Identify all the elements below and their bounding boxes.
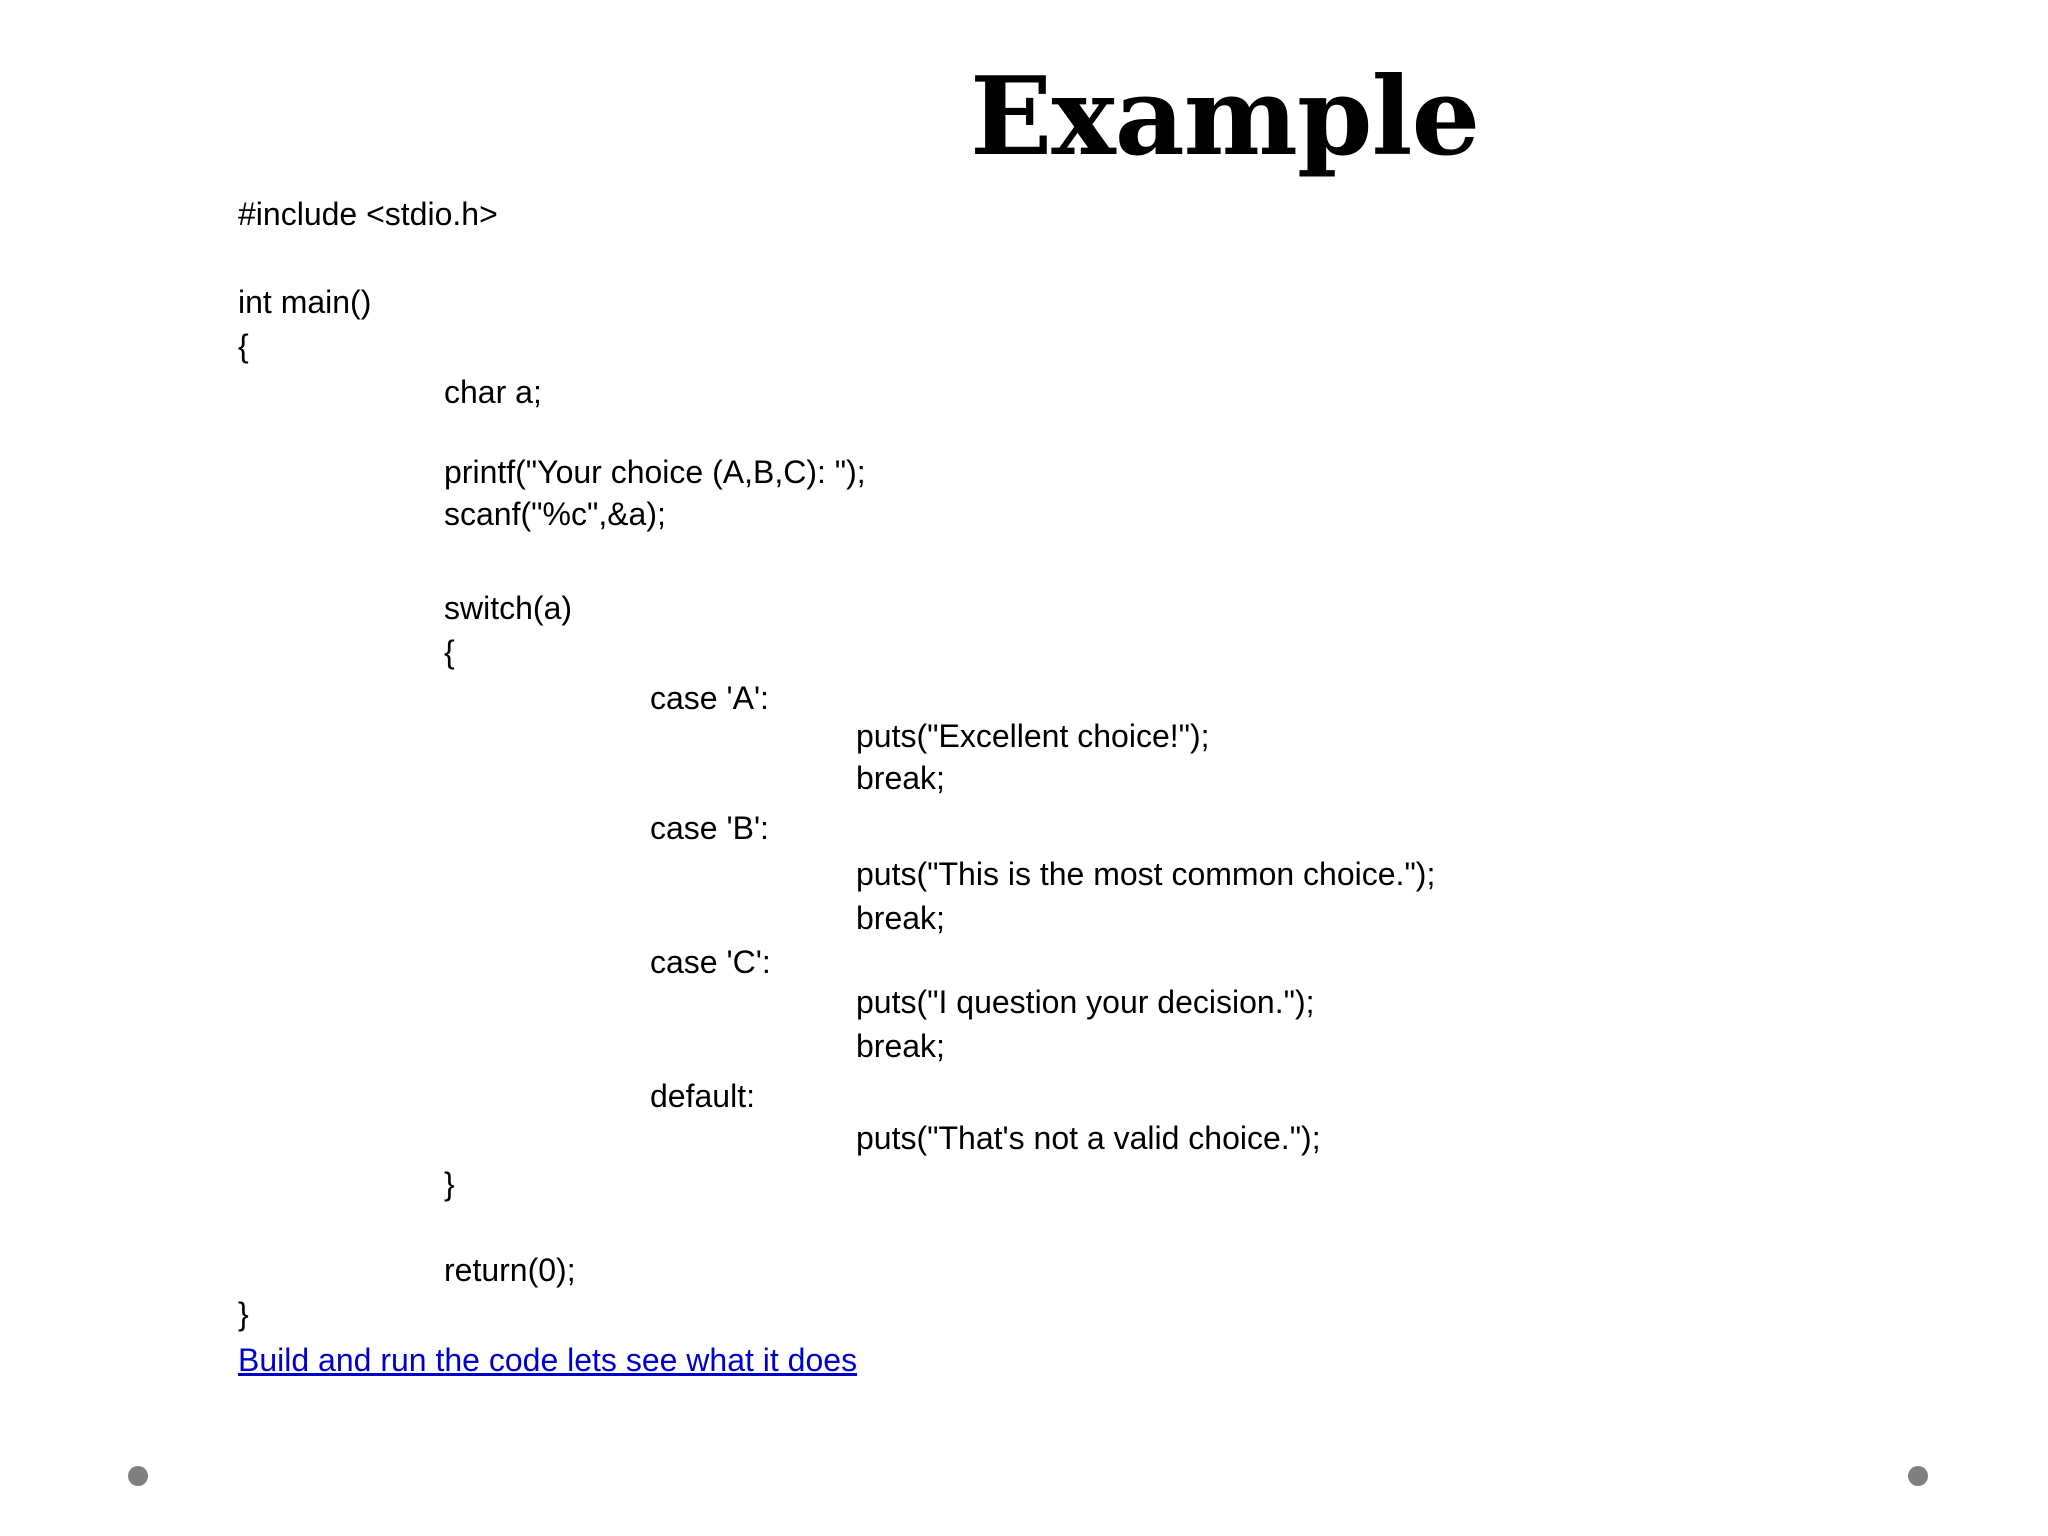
code-line-switch-open: { [444,634,455,670]
slide-title: Example [970,54,1480,180]
code-line-break-a: break; [856,760,945,796]
code-line-scanf: scanf("%c",&a); [444,496,666,532]
next-slide-dot-icon[interactable] [1908,1466,1928,1486]
code-line-switch-close: } [444,1166,455,1202]
code-line-return: return(0); [444,1252,576,1288]
code-line-puts-default: puts("That's not a valid choice."); [856,1120,1321,1156]
code-line-puts-b: puts("This is the most common choice."); [856,856,1436,892]
code-line-puts-a: puts("Excellent choice!"); [856,718,1210,754]
code-line-case-a: case 'A': [650,680,769,716]
code-line-open-brace: { [238,328,249,364]
code-line-default: default: [650,1078,755,1114]
build-and-run-link[interactable]: Build and run the code lets see what it does [238,1342,858,1378]
code-line-switch: switch(a) [444,590,573,626]
prev-slide-dot-icon[interactable] [128,1466,148,1486]
code-line-case-c: case 'C': [650,944,771,980]
code-line-break-c: break; [856,1028,945,1064]
code-line-printf: printf("Your choice (A,B,C): "); [444,454,866,490]
code-line-puts-c: puts("I question your decision."); [856,984,1315,1020]
code-line-break-b: break; [856,900,945,936]
code-line-close-brace: } [238,1296,249,1332]
code-line-char-decl: char a; [444,374,542,410]
code-line-case-b: case 'B': [650,810,769,846]
code-line-include: #include <stdio.h> [238,196,498,232]
code-line-main: int main() [238,284,372,320]
